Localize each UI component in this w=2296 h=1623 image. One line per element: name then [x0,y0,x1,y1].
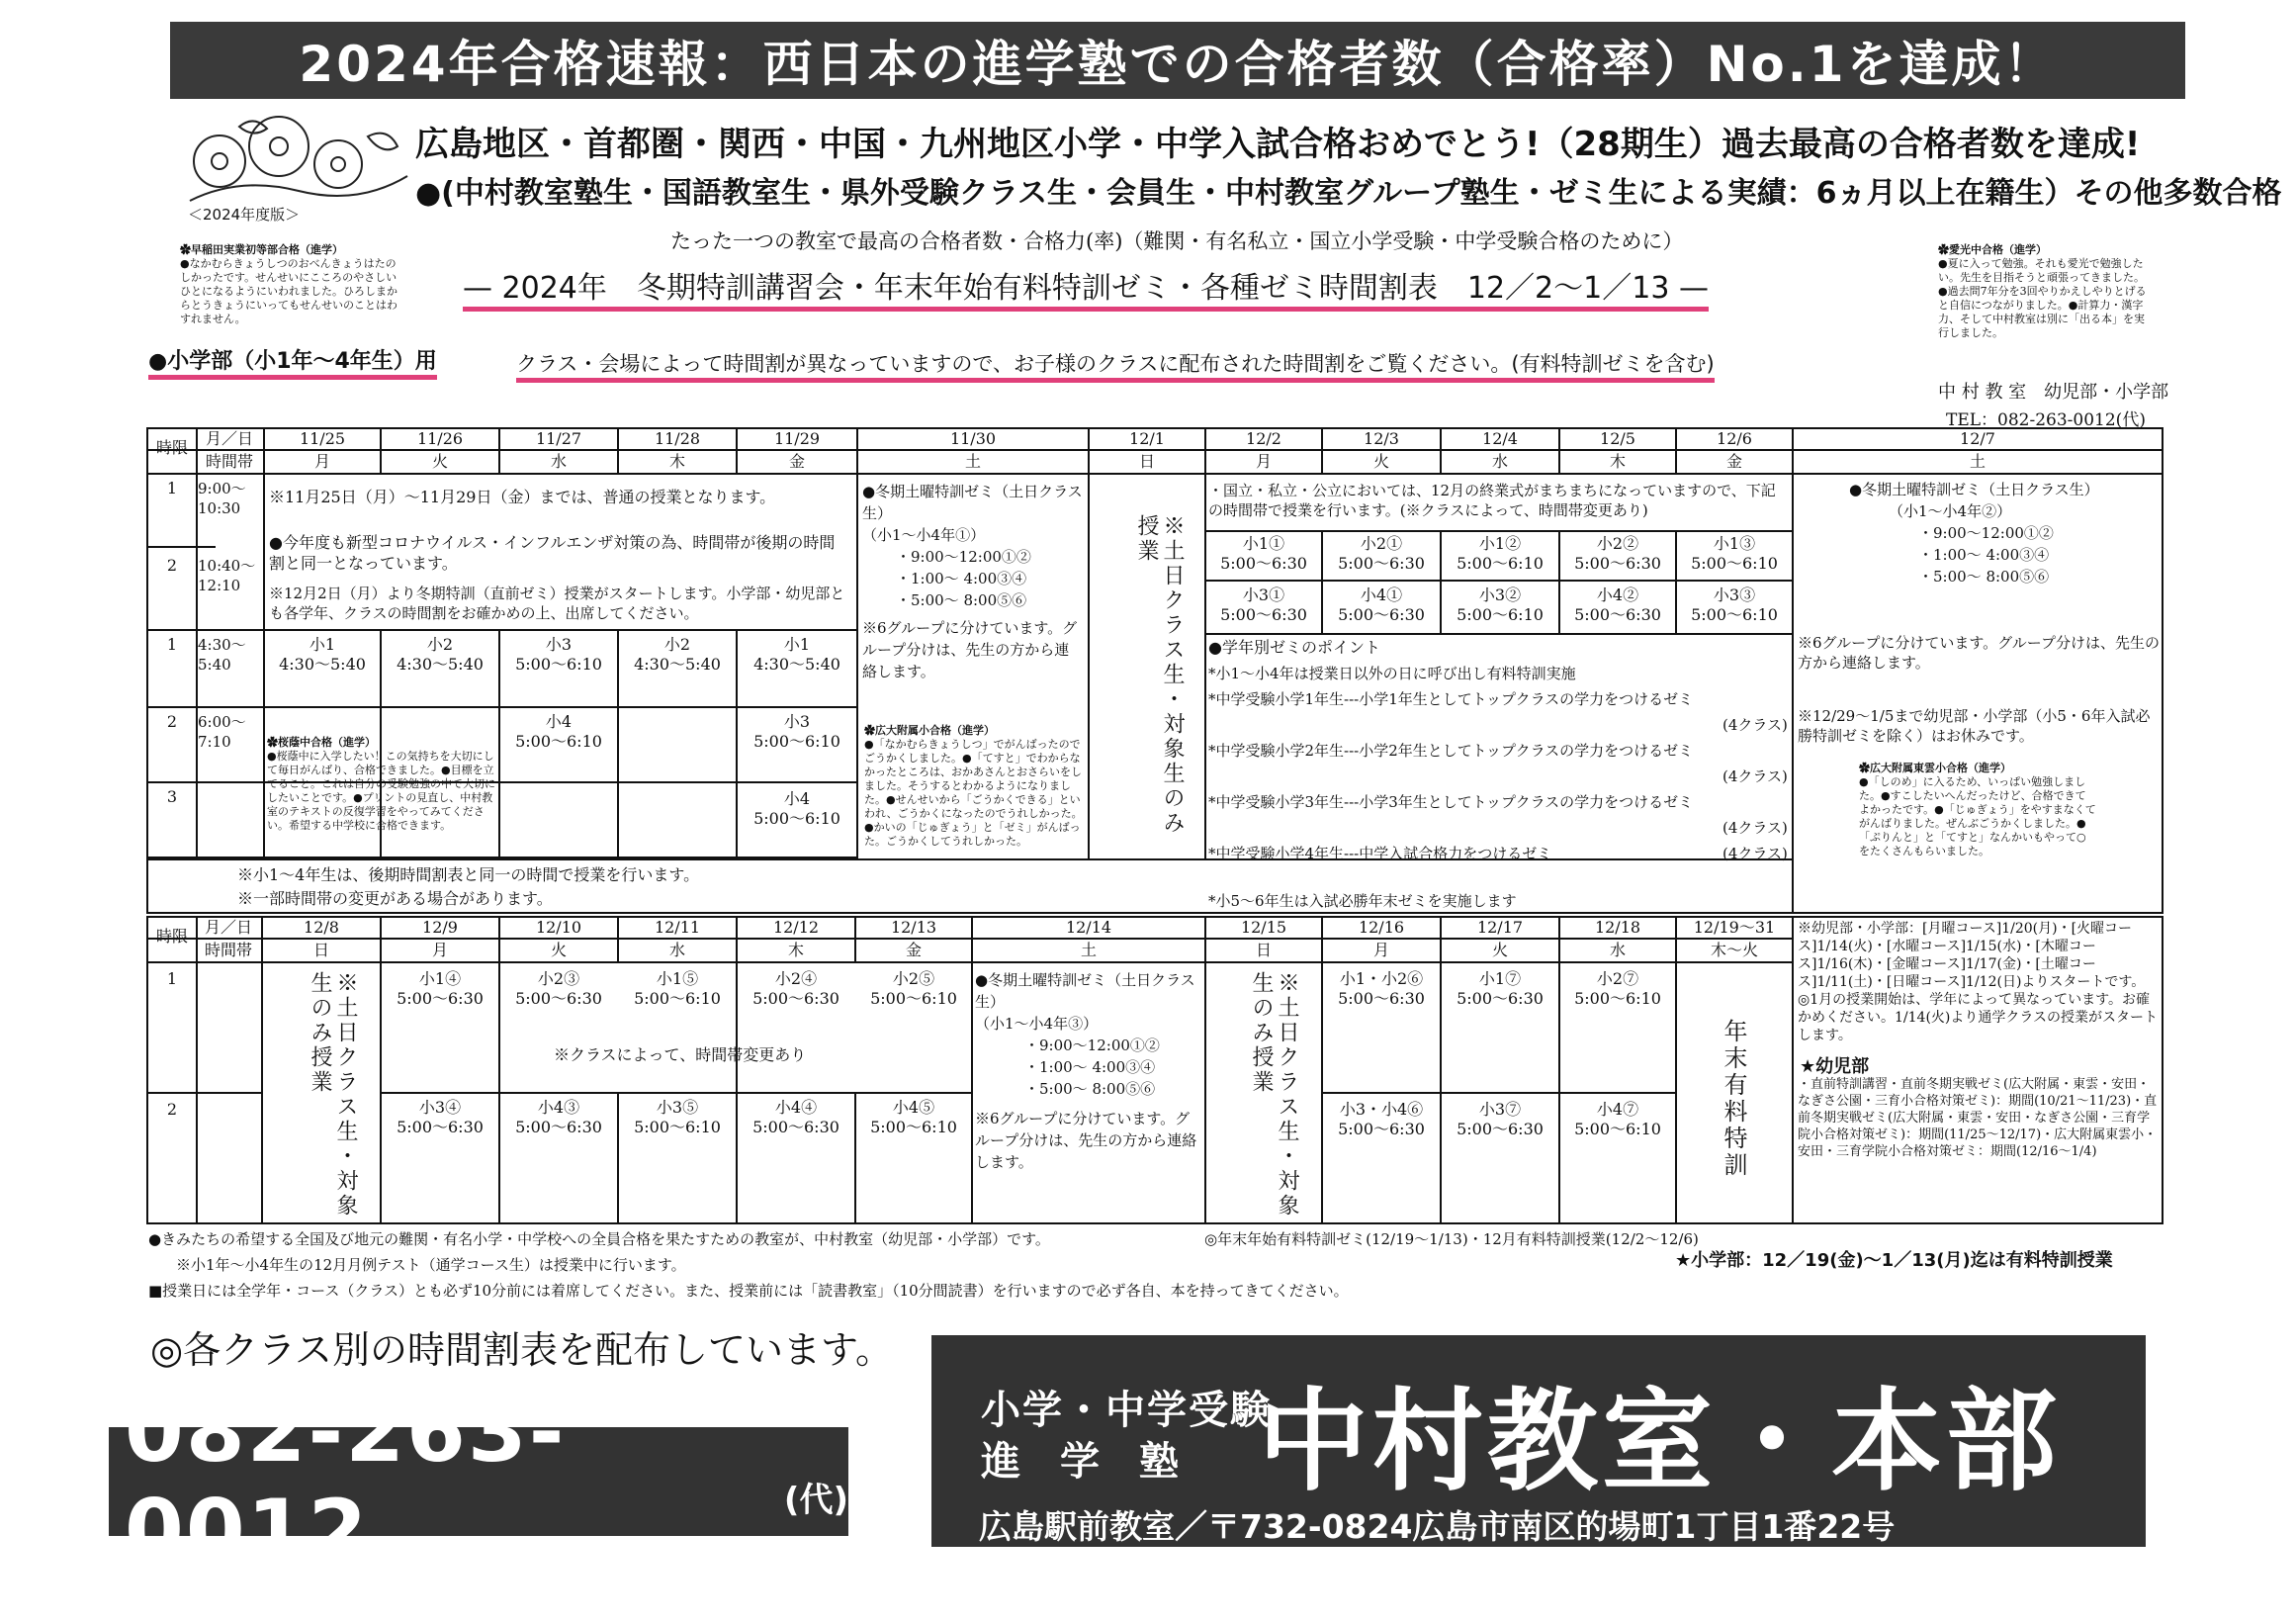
time-slot: 6:00〜 7:10 [198,713,246,751]
testimonial-text: ●夏に入って勉強。それも愛光で勉強したい。先生を目指そうと頑張ってきました。●過去問7年分を3回やりかえしやりとげると自信につながりました。●計算力・漢字力、そして中村教室は別に「出る本」を実行しました。 [1938,257,2147,339]
day-cell: 水 [1609,941,1626,959]
period-num: 1 [166,635,178,654]
class-cell [738,789,856,829]
date-cell: 12/3 [1364,429,1399,448]
class-cell [265,635,380,675]
class-name: 小4① [1360,586,1403,604]
period-num: 2 [166,556,178,575]
distribute-note: ◎各クラス別の時間割表を配布しています。 [150,1328,893,1372]
headline-2: ●(中村教室塾生・国語教室生・県外受験クラス生・会員生・中村教室グループ塾生・ゼミ生による実績：6ヵ月以上在籍生）その他多数合格 [415,176,2282,211]
sat-time: ・5:00〜 8:00⑤⑥ [1024,1080,1156,1098]
class-cell [1560,1100,1675,1139]
sat-title: ●冬期土曜特訓ゼミ（土日クラス生） [1849,481,2099,498]
class-time: 5:00〜6:30 [1574,554,1661,573]
date-cell: 12/15 [1240,918,1287,937]
testimonial-text: ●なかむらきょうしつのおべんきょうはたのしかったです。せんせいにこころのやさしいひとになるようにいわれました。ひろしまからとうきょうにいってもせんせいのことはわすれません。 [180,257,397,325]
bottom-note-1: ●きみたちの希望する全国及び地元の難関・有名小学・中学校への全員合格を果たすための教室が、中村教室（幼児部・小学部）です。 [148,1230,1050,1248]
class-name: 小2 [663,635,691,654]
class-time: 5:00〜6:10 [753,809,840,828]
sat2-note: ※6グループに分けています。グループ分けは、先生の方から連絡します。 [1798,634,2160,672]
footnote-2: ※一部時間帯の変更がある場合があります。 [237,889,553,908]
sat-note: ※6グループに分けています。グループ分けは、先生の方から連絡します。 [975,1110,1197,1171]
bottom-note-3: ■授業日には全学年・コース（クラス）とも必ず10分前には着席してください。また、授業前には「読書教室」（10分間読書）を行いますので必ず各自、本を持ってきてください。 [148,1282,1349,1300]
header-period: 時限 [155,438,188,457]
class-cell [1560,969,1675,1009]
period-num: 1 [166,479,178,497]
time-slot: 10:40〜 12:10 [198,557,256,594]
year-label: ＜2024年度版＞ [188,206,301,224]
sat2-block [1849,479,2156,587]
testimonial-title: ✿早稲田実業初等部合格（進学） [180,243,343,256]
class-name: 小1② [1478,534,1522,553]
sat-title: ●冬期土曜特訓ゼミ（土日クラス生） [975,971,1195,1011]
class-name: 小1③ [1713,534,1756,553]
date-cell: 12/13 [890,918,937,937]
phone-number[interactable]: 082-263-0012 [125,1383,567,1580]
class-time: 5:00〜6:30 [752,989,839,1008]
class-time: 5:00〜6:30 [397,1118,484,1136]
day-cell: 木 [668,452,685,471]
class-time: 4:30〜5:40 [279,655,366,674]
subtitle: たった一つの教室で最高の合格者数・合格力(率)（難関・有名私立・国立小学受験・中学受験合格のために） [670,229,1684,253]
date-cell: 11/25 [299,429,346,448]
header-time: 時間帯 [205,452,253,471]
section-label: ●小学部（小1年〜4年生）用 [148,344,437,380]
day-cell: 日 [1255,941,1272,959]
testimonial-title: ✿広大附属東雲小合格（進学） [1859,762,2011,774]
class-name: 小1⑤ [656,969,699,988]
class-cell [1323,586,1440,625]
class-time: 5:00〜6:10 [1691,554,1778,573]
testimonial-text: ●桜蔭中に入学したい！この気持ちを大切にして毎日がんばり、合格できました。●目標を立てること。これは自分の受験勉強の中で大切にしたいことです。●プリントの見直し、中村教室のテキストの反復学習をやってみてください。希望する中学校に合格できます。 [267,750,495,832]
class-cell [619,969,736,1009]
class-cell [856,969,971,1009]
date-cell: 12/16 [1358,918,1405,937]
page-title: — 2024年 冬期特訓講習会・年末年始有料特訓ゼミ・各種ゼミ時間割表 12／2〜1／13 — [463,263,1709,312]
sun-only-note: ※土日クラス生・対象生のみ授業 [308,971,358,1218]
class-time: 5:00〜6:10 [515,655,602,674]
class-cell [1206,586,1321,625]
date-cell: 12/1 [1129,429,1165,448]
header-date: 月／日 [205,429,253,448]
zemi-count: (4クラス) [1722,845,1788,862]
class-time: 4:30〜5:40 [634,655,721,674]
class-name: 小2② [1596,534,1639,553]
class-time: 4:30〜5:40 [397,655,484,674]
footnote-1: ※小1〜4年生は、後期時間割表と同一の時間で授業を行います。 [237,865,700,884]
sat-time: ・1:00〜 4:00③④ [896,570,1027,587]
class-cell [619,1098,736,1137]
holiday-note: ※12/29〜1/5まで幼児部・小学部（小5・6年入試必勝特訓ゼミを除く）はお休みです。 [1798,707,2151,745]
day-cell: 金 [788,452,805,471]
class-cell [1323,534,1440,574]
note-normal-classes: ※11月25日（月）〜11月29日（金）までは、普通の授業となります。 [269,488,776,506]
day-cell: 日 [312,941,329,959]
class-cell [500,969,617,1009]
zemi-count: (4クラス) [1722,819,1788,837]
day-cell: 金 [1725,452,1742,471]
date-cell: 12/2 [1246,429,1281,448]
zemi-count: (4クラス) [1722,716,1788,734]
kinder-note: ・直前特訓講習・直前冬期実戦ゼミ(広大附属・東雲・安田・なぎさ公園・三育小合格対策ゼミ)：期間(10/21〜11/23)・直前冬期実戦ゼミ(広大附属・東雲・安田・なぎさ公園・三育学院小合格対策ゼミ)：期間(11/25〜12/17)・広大附属東雲小・安田・三育学院小合格対策ゼミ：期間(12/16〜1/4) [1798,1077,2158,1159]
sun-only-note: ※土日クラス生・対象生のみ授業 [1134,514,1185,836]
class-name: 小3 [783,712,811,731]
header-time: 時間帯 [204,941,252,959]
day-cell: 木 [787,941,804,959]
date-cell: 12/5 [1600,429,1635,448]
class-cell [856,1098,971,1137]
class-name: 小2④ [774,969,818,988]
class-cell [738,1098,854,1137]
class-time: 5:00〜6:30 [1338,989,1425,1008]
phone-suffix: (代) [783,1480,848,1520]
class-name: 小1 [783,635,811,654]
class-cell [1323,969,1440,1009]
tel-small: TEL：082-263-0012(代) [1946,410,2146,430]
class-time: 5:00〜6:10 [870,989,957,1008]
testimonial-title: ✿愛光中合格（進学） [1938,243,2047,256]
zemi-call-note: *小1〜小4年は授業日以外の日に呼び出し有料特訓実施 [1208,665,1576,682]
date-cell: 12/17 [1476,918,1524,937]
period-num: 3 [166,787,178,806]
class-name: 小3 [545,635,573,654]
class-time: 5:00〜6:30 [397,989,484,1008]
class-name: 小3⑤ [656,1098,699,1117]
class-time: 5:00〜6:30 [515,989,602,1008]
class-cell [500,712,617,752]
class-cell [1323,1100,1440,1139]
period-num: 2 [166,1100,178,1119]
class-time: 5:00〜6:10 [515,732,602,751]
class-time: 4:30〜5:40 [753,655,840,674]
note-start: ※12月2日（月）より冬期特訓（直前ゼミ）授業がスタートします。小学部・幼児部とも各学年、クラスの時間割をお確かめの上、出席してください。 [269,585,845,622]
date-cell: 11/29 [773,429,821,448]
date-cell: 12/9 [422,918,458,937]
class-cell [1442,534,1558,574]
class-cell [500,1098,617,1137]
time-change-note: ※クラスによって、時間帯変更あり [554,1045,807,1064]
sat3-block [975,969,1200,1173]
school-sub-2: 進 学 塾 [981,1439,1179,1485]
date-cell: 12/18 [1594,918,1641,937]
class-name: 小4④ [774,1098,818,1117]
class-time: 5:00〜6:10 [1457,554,1544,573]
class-cell [1560,534,1675,574]
sat-time: ・1:00〜 4:00③④ [1024,1058,1156,1076]
sat-time: ・9:00〜12:00①② [896,548,1031,566]
date-cell: 11/28 [654,429,701,448]
class-name: 小1・小2⑥ [1339,969,1424,988]
sun-only-note: ※土日クラス生・対象生のみ授業 [1249,971,1299,1218]
phone-box[interactable] [109,1383,848,1580]
day-cell: 水 [550,452,567,471]
date-cell: 12/4 [1482,429,1518,448]
date-cell: 12/7 [1960,429,1995,448]
testimonial-right [1938,243,2151,340]
class-cell [382,969,498,1009]
date-cell: 12/11 [654,918,701,937]
class-time: 5:00〜6:30 [1338,554,1425,573]
class-time: 5:00〜6:30 [1457,989,1544,1008]
class-time: 5:00〜6:30 [1338,605,1425,624]
top-banner: 2024年合格速報：西日本の進学塾での合格者数（合格率）No.1を達成！ [170,22,2185,99]
testimonial-text: ●「なかむらきょうしつ」でがんばったのでごうかくしました。●「てすと」でわからなかったところは、おかあさんとおさらいをしました。そうするとわかるようになりました。●せんせいから「ごうかくできる」といわれ、ごうかくになったのでうれしかった。●かいの「じゅぎょう」と「ゼミ」がんばった。ごうかくしてうれしかった。 [864,738,1083,848]
school-name: 中村教室・本部 [1258,1378,2061,1506]
sat-time: ・1:00〜 4:00③④ [1918,546,2050,564]
class-name: 小1① [1242,534,1285,553]
class-time: 5:00〜6:10 [1574,1120,1661,1138]
class-name: 小4⑤ [892,1098,935,1117]
period-num: 1 [166,969,178,988]
class-cell [738,712,856,752]
school-sub-1: 小学・中学受験 [981,1388,1272,1433]
class-name: 小4⑦ [1596,1100,1639,1119]
sat-class: （小1〜小4年③） [975,1015,1099,1033]
class-name: 小1 [309,635,336,654]
class-name: 小2① [1360,534,1403,553]
year-end-special: 年末有料特訓 [1720,1019,1747,1179]
day-cell: 月 [1372,941,1389,959]
day-cell: 土 [1969,452,1986,471]
sat-special-block [862,481,1084,682]
class-time: 5:00〜6:10 [1457,605,1544,624]
sat-class: （小1〜小4年①） [862,526,986,544]
sat-class: （小1〜小4年②） [1889,502,2012,520]
sat-note: ※6グループに分けています。グループ分けは、先生の方から連絡します。 [862,619,1078,680]
class-time: 5:00〜6:10 [634,1118,721,1136]
class-name: 小3⑦ [1478,1100,1522,1119]
bottom-note-2: ※小1年〜小4年生の12月月例テスト（通学コース生）は授業中に行います。 [176,1256,686,1274]
day-cell: 月 [431,941,448,959]
sat-time: ・5:00〜 8:00⑤⑥ [896,591,1027,609]
testimonial-sat [864,724,1084,849]
class-name: 小2⑤ [892,969,935,988]
school-box [931,1335,2146,1547]
class-time: 5:00〜6:10 [870,1118,957,1136]
day-cell: 水 [1491,452,1508,471]
day-cell: 月 [1255,452,1272,471]
zemi-item: *中学受験小学1年生---小学1年生としてトップクラスの学力をつけるゼミ [1208,690,1694,708]
testimonial-title: ✿桜蔭中合格（進学） [267,736,376,749]
class-cell [1442,969,1558,1009]
class-time: 5:00〜6:30 [515,1118,602,1136]
class-name: 小2③ [537,969,580,988]
day-cell: 月 [313,452,330,471]
day-cell: 火 [1372,452,1389,471]
zemi-last: *小5〜6年生は入試必勝年末ゼミを実施します [1208,892,1517,910]
testimonial-title: ✿広大附属小合格（進学） [864,724,995,737]
class-cell [382,635,498,675]
day-cell: 水 [668,941,685,959]
class-name: 小4 [545,712,573,731]
date-cell: 12/6 [1717,429,1752,448]
time-slot: 9:00〜 10:30 [198,480,246,517]
date-cell: 12/14 [1065,918,1112,937]
class-name: 小4 [783,789,811,808]
date-cell: 12/12 [772,918,820,937]
class-time: 5:00〜6:30 [1220,554,1307,573]
sat-time: ・9:00〜12:00①② [1024,1037,1160,1054]
sat-time: ・9:00〜12:00①② [1918,524,2054,542]
class-name: 小3① [1242,586,1285,604]
day-cell: 土 [964,452,981,471]
header-period: 時限 [155,927,188,946]
class-name: 小3・小4⑥ [1339,1100,1424,1119]
date-cell: 11/30 [949,429,997,448]
day-cell: 木〜火 [1710,941,1758,959]
testimonial-mid [267,736,496,833]
day-cell: 日 [1138,452,1155,471]
class-name: 小4② [1596,586,1639,604]
bottom-note-2-right: ★小学部：12／19(金)〜1／13(月)迄は有料特訓授業 [1675,1250,2113,1271]
date-cell: 11/27 [535,429,582,448]
class-cell [738,969,854,1009]
class-time: 5:00〜6:30 [1220,605,1307,624]
org-label: 中 村 教 室 幼児部・小学部 [1938,382,2169,403]
zemi-item: *中学受験小学4年生---中学入試合格力をつけるゼミ [1208,845,1552,862]
zemi-item: *中学受験小学3年生---小学3年生としてトップクラスの学力をつけるゼミ [1208,793,1694,811]
class-name: 小2 [426,635,454,654]
class-cell [1677,534,1792,574]
class-name: 小3④ [418,1098,462,1117]
class-time: 5:00〜6:10 [1574,989,1661,1008]
class-cell [1677,586,1792,625]
date-cell: 12/19〜31 [1693,918,1776,937]
class-name: 小1④ [418,969,462,988]
class-cell [500,635,617,675]
class-name: 小2⑦ [1596,969,1639,988]
class-name: 小3③ [1713,586,1756,604]
class-time: 5:00〜6:10 [634,989,721,1008]
period-num: 2 [166,712,178,731]
section-note: クラス・会場によって時間割が異なっていますので、お子様のクラスに配布された時間割をご覧ください。(有料特訓ゼミを含む) [516,348,1715,383]
date-cell: 12/8 [304,918,339,937]
bottom-note-1-right: ◎年末年始有料特訓ゼミ(12/19〜1/13)・12月有料特訓授業(12/2〜12/6) [1204,1230,1699,1248]
kinder-title: ★幼児部 [1800,1056,1870,1077]
sat-time: ・5:00〜 8:00⑤⑥ [1918,568,2050,586]
date-cell: 11/26 [416,429,464,448]
class-cell [738,635,856,675]
school-address: 広島駅前教室／〒732-0824広島市南区的場町1丁目1番22号 [979,1507,1896,1546]
testimonial-left [180,243,397,326]
class-time: 5:00〜6:30 [1338,1120,1425,1138]
class-cell [1442,586,1558,625]
zemi-count: (4クラス) [1722,767,1788,785]
class-time: 5:00〜6:30 [752,1118,839,1136]
headline-1: 広島地区・首都圏・関西・中国・九州地区小学・中学入試合格おめでとう!（28期生）過去最高の合格者数を達成! [415,125,2141,164]
class-cell [1442,1100,1558,1139]
class-name: 小3② [1478,586,1522,604]
class-cell [1206,534,1321,574]
class-cell [1560,586,1675,625]
sat-title: ●冬期土曜特訓ゼミ（土日クラス生） [862,483,1083,522]
zemi-item: *中学受験小学2年生---小学2年生としてトップクラスの学力をつけるゼミ [1208,742,1694,760]
course-start-note: ※幼児部・小学部：[月曜コース]1/20(月)・[火曜コース]1/14(火)・[水曜コース]1/15(水)・[木曜コース]1/16(木)・[金曜コース]1/17(金)・[土曜コース]1/11(土)・[日曜コース]1/12(日)よりスタートです。◎1月の授業開始は、学年によって異なっています。お確かめください。1/14(火)より通学クラスの授業がスタートします。 [1798,921,2158,1043]
class-cell [619,635,736,675]
class-time: 5:00〜6:30 [1457,1120,1544,1138]
day-cell: 火 [1491,941,1508,959]
class-time: 5:00〜6:30 [1574,605,1661,624]
testimonial-text: ●「しのめ」に入るため、いっぱい勉強しました。●すこしたいへんだったけど、合格できてよかったです。●「じゅぎょう」をやすまなくてがんばりました。ぜんぶごうかくしました。●「ぷりんと」と「てすと」なんかいもやって○をたくさんもらいました。 [1859,775,2096,857]
note-covid: ●今年度も新型コロナウイルス・インフルエンザ対策の為、時間帯が後期の時間割と同一となっています。 [269,533,836,573]
date-cell: 12/10 [535,918,582,937]
testimonial-right-2 [1859,762,2096,858]
time-slot: 4:30〜 5:40 [198,636,246,674]
class-time: 5:00〜6:10 [1691,605,1778,624]
day-cell: 木 [1609,452,1626,471]
class-time: 5:00〜6:10 [753,732,840,751]
class-name: 小4③ [537,1098,580,1117]
day-cell: 火 [550,941,567,959]
class-name: 小1⑦ [1478,969,1522,988]
zemi-title: ●学年別ゼミのポイント [1208,638,1380,657]
cherry-blossom-illustration [180,107,417,211]
class-cell [382,1098,498,1137]
day-cell: 土 [1080,941,1097,959]
day-cell: 火 [431,452,448,471]
header-date: 月／日 [204,918,252,937]
day-cell: 金 [905,941,922,959]
december-note: ・国立・私立・公立においては、12月の終業式がまちまちになっていますので、下記の時間帯で授業を行います。(※クラスによって、時間帯変更あり) [1208,482,1776,519]
